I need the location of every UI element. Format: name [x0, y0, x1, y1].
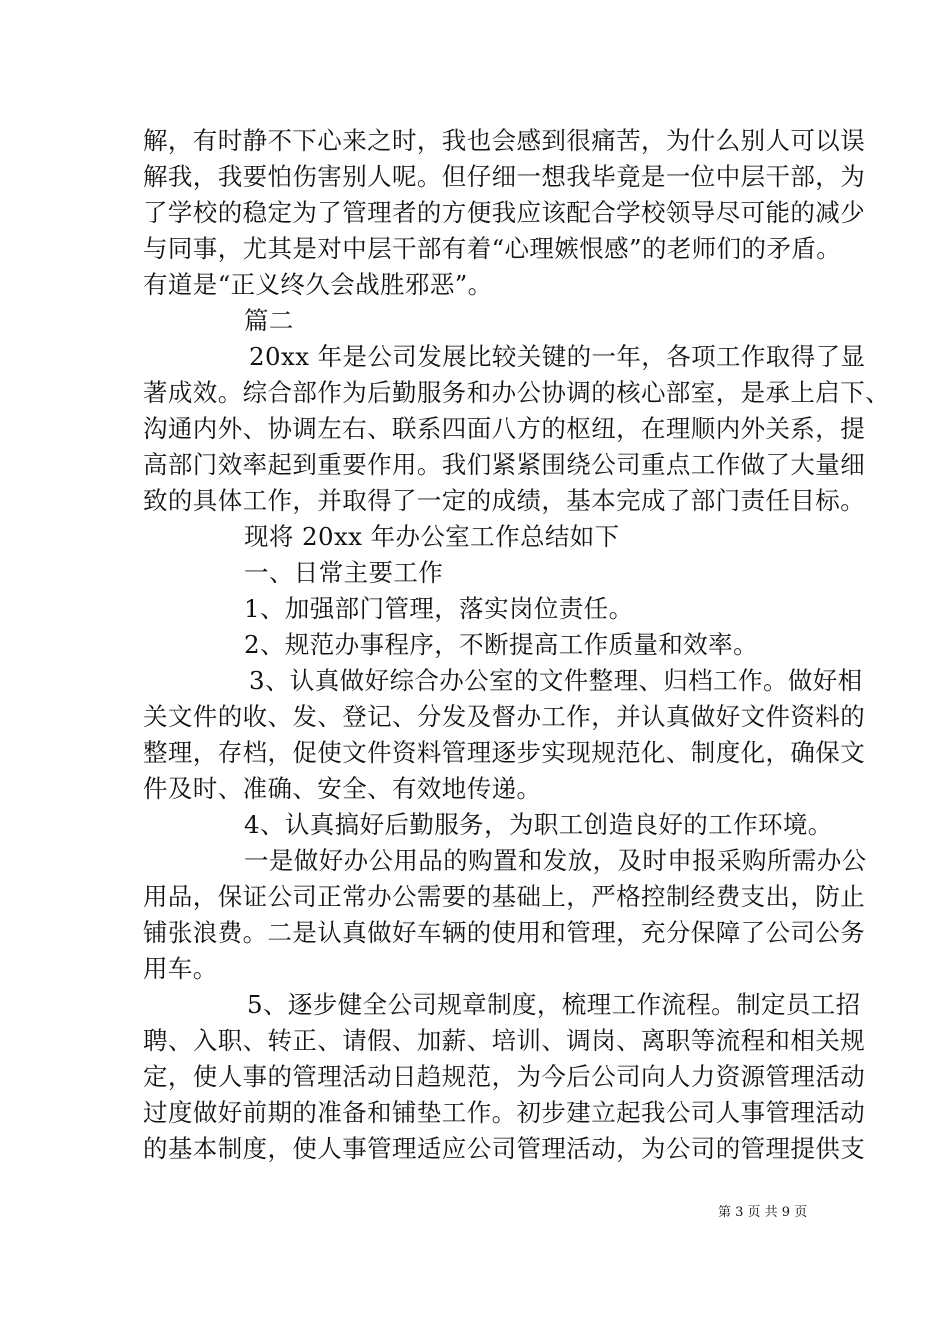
page-number: 第 3 页 共 9 页: [718, 1205, 808, 1220]
text-line: 定，使人事的管理活动日趋规范，为今后公司向人力资源管理活动: [143, 1062, 866, 1091]
list-item: 4、认真搞好后勤服务，为职工创造良好的工作环境。: [244, 810, 833, 839]
section-heading: 一、日常主要工作: [244, 558, 444, 587]
text-line: 整理，存档，促使文件资料管理逐步实现规范化、制度化，确保文: [143, 738, 866, 767]
text-line: 20xx 年是公司发展比较关键的一年，各项工作取得了显: [249, 342, 866, 371]
text-line: 致的具体工作，并取得了一定的成绩，基本完成了部门责任目标。: [143, 486, 866, 515]
list-item: 5、逐步健全公司规章制度，梳理工作流程。制定员工招: [247, 990, 861, 1019]
text-line: 一是做好办公用品的购置和发放，及时申报采购所需办公: [244, 846, 867, 875]
text-line: 有道是“正义终久会战胜邪恶”。: [143, 270, 493, 299]
text-line: 用车。: [143, 954, 218, 983]
list-item: 2、规范办事程序，不断提高工作质量和效率。: [244, 630, 758, 659]
text-line: 聘、入职、转正、请假、加薪、培训、调岗、离职等流程和相关规: [143, 1026, 866, 1055]
text-line: 铺张浪费。二是认真做好车辆的使用和管理，充分保障了公司公务: [143, 918, 866, 947]
text-line: 关文件的收、发、登记、分发及督办工作，并认真做好文件资料的: [143, 702, 866, 731]
text-line: 解我，我要怕伤害别人呢。但仔细一想我毕竟是一位中层干部，为: [143, 162, 866, 191]
list-item: 3、认真做好综合办公室的文件整理、归档工作。做好相: [249, 666, 863, 695]
section-heading: 篇二: [244, 306, 294, 335]
text-line: 现将 20xx 年办公室工作总结如下: [244, 522, 620, 551]
text-line: 解，有时静不下心来之时，我也会感到很痛苦，为什么别人可以误: [143, 126, 866, 155]
text-line: 过度做好前期的准备和铺垫工作。初步建立起我公司人事管理活动: [143, 1098, 866, 1127]
text-line: 沟通内外、协调左右、联系四面八方的枢纽，在理顺内外关系，提: [143, 414, 866, 443]
text-line: 件及时、准确、安全、有效地传递。: [143, 774, 542, 803]
text-line: 高部门效率起到重要作用。我们紧紧围绕公司重点工作做了大量细: [143, 450, 866, 479]
text-line: 了学校的稳定为了管理者的方便我应该配合学校领导尽可能的减少: [143, 198, 866, 227]
text-line: 用品，保证公司正常办公需要的基础上，严格控制经费支出，防止: [143, 882, 866, 911]
text-line: 与同事，尤其是对中层干部有着“心理嫉恨感”的老师们的矛盾。: [143, 234, 842, 263]
text-line: 的基本制度，使人事管理适应公司管理活动，为公司的管理提供支: [143, 1134, 866, 1163]
list-item: 1、加强部门管理，落实岗位责任。: [244, 594, 634, 623]
text-line: 著成效。综合部作为后勤服务和办公协调的核心部室，是承上启下、: [143, 378, 890, 407]
